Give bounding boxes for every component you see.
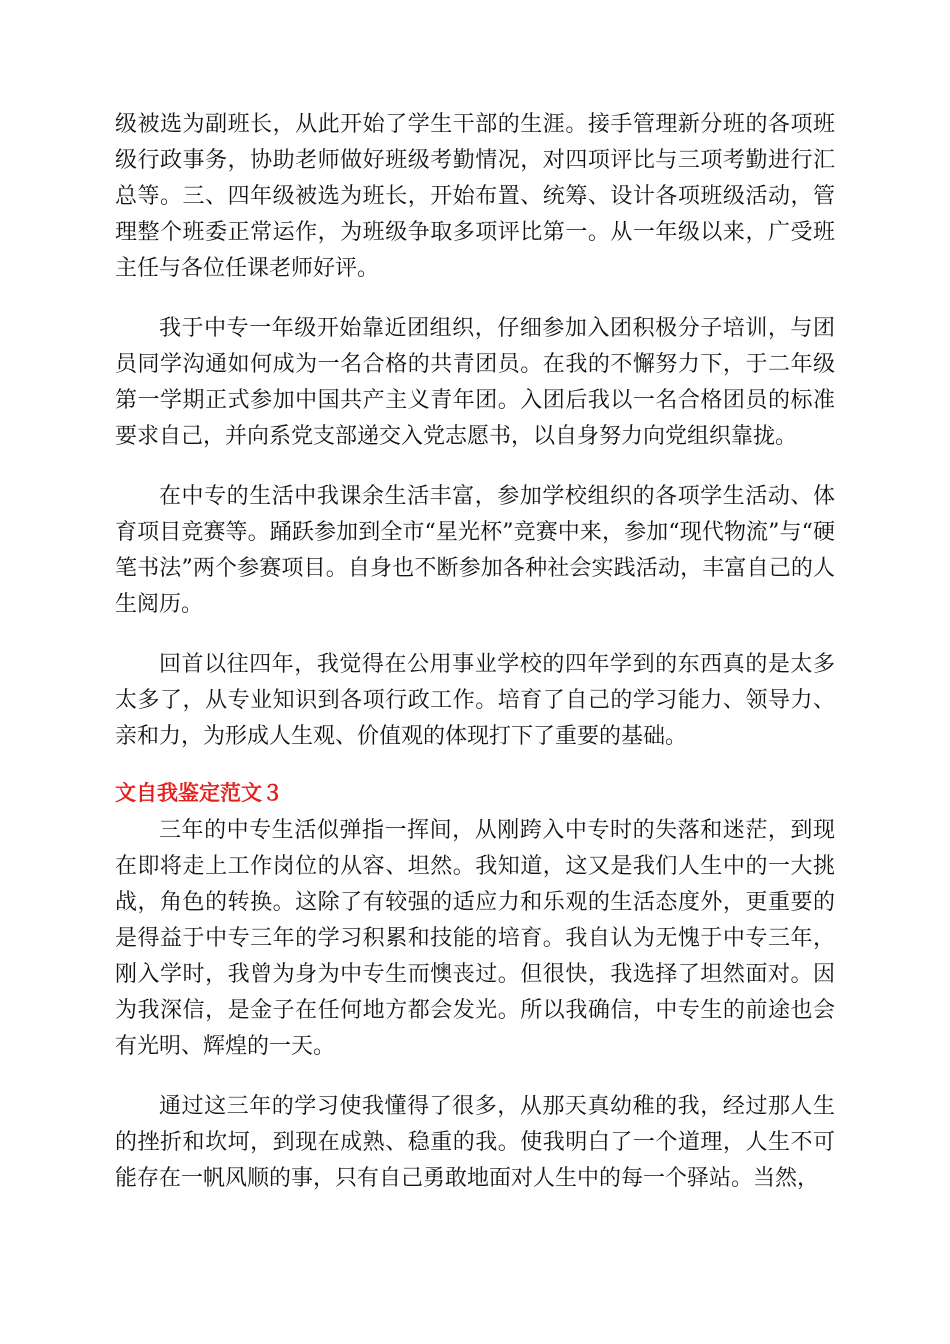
paragraph-activities: 在中专的生活中我课余生活丰富，参加学校组织的各项学生活动、体育项目竞赛等。踊跃参加到全市“星光杯”竞赛中来，参加“现代物流”与“硬笔书法”两个参赛项目。自身也不断参加各种社会实践活动，丰富自己的人生阅历。	[115, 484, 835, 617]
paragraph-lessons: 通过这三年的学习使我懂得了很多，从那天真幼稚的我，经过那人生的挫折和坎坷，到现在成熟、稳重的我。使我明白了一个道理，人生不可能存在一帆风顺的事，只有自己勇敢地面对人生中的每一个驿站。当然，	[115, 1094, 835, 1191]
section-heading: 文自我鉴定范文３	[115, 781, 283, 805]
paragraph-continued: 级被选为副班长，从此开始了学生干部的生涯。接手管理新分班的各项班级行政事务，协助老师做好班级考勤情况，对四项评比与三项考勤进行汇总等。三、四年级被选为班长，开始布置、统筹、设计各项班级活动，管理整个班委正常运作，为班级争取多项评比第一。从一年级以来，广受班主任与各位任课老师好评。	[115, 112, 835, 281]
paragraph-three-years: 三年的中专生活似弹指一挥间，从刚跨入中专时的失落和迷茫，到现在即将走上工作岗位的从容、坦然。我知道，这又是我们人生中的一大挑战，角色的转换。这除了有较强的适应力和乐观的生活态度外，更重要的是得益于中专三年的学习积累和技能的培育。我自认为无愧于中专三年，刚入学时，我曾为身为中专生而懊丧过。但很快，我选择了坦然面对。因为我深信，是金子在任何地方都会发光。所以我确信，中专生的前途也会有光明、辉煌的一天。	[115, 818, 835, 1059]
paragraph-review: 回首以往四年，我觉得在公用事业学校的四年学到的东西真的是太多太多了，从专业知识到各项行政工作。培育了自己的学习能力、领导力、亲和力，为形成人生观、价值观的体现打下了重要的基础。	[115, 652, 835, 749]
document-body	[115, 107, 835, 1197]
paragraph-youth-league: 我于中专一年级开始靠近团组织，仔细参加入团积极分子培训，与团员同学沟通如何成为一名合格的共青团员。在我的不懈努力下，于二年级第一学期正式参加中国共产主义青年团。入团后我以一名合格团员的标准要求自己，并向系党支部递交入党志愿书，以自身努力向党组织靠拢。	[115, 316, 835, 449]
